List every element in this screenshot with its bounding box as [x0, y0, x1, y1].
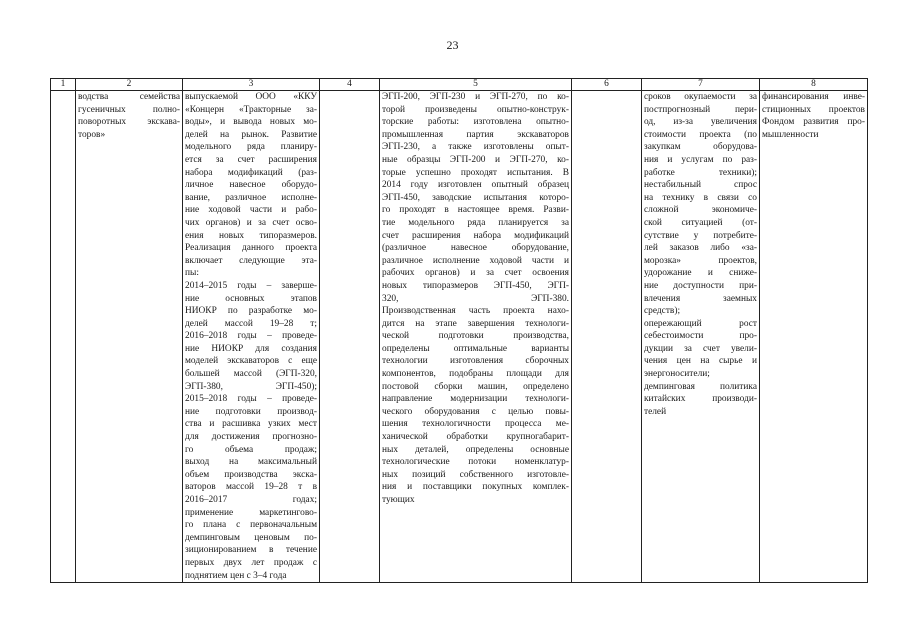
- cell-text-line: 320, ЭГП-380.: [382, 293, 569, 304]
- cell-text-line: включает следующие эта-: [185, 255, 317, 266]
- cell-text-line: рабочих органов) и за счет освоения: [382, 268, 569, 279]
- cell-text-line: зиционированием в течение: [185, 545, 317, 556]
- cell-text-line: на технику в связи со: [644, 192, 757, 203]
- cell-text-line: постпрогнозный пери-: [644, 104, 757, 115]
- cell-text-line: технологические потоки номенклатур-: [382, 457, 569, 468]
- cell-text-line: ЭГП-450, заводские испытания которо-: [382, 192, 569, 203]
- data-table: [50, 78, 868, 583]
- cell-text-line: ние основных этапов: [185, 293, 317, 304]
- cell-text-line: телей: [644, 406, 667, 417]
- cell-col3: [183, 91, 320, 583]
- cell-text-line: водства семейства: [78, 92, 180, 102]
- cell-text-line: китайских производи-: [644, 394, 757, 405]
- cell-text-line: морозка» проектов,: [644, 255, 757, 266]
- cell-text-line: энергоносители;: [644, 369, 710, 380]
- cell-text-line: постовой сборки машин, определено: [382, 381, 569, 392]
- column-header-3: 3: [183, 79, 320, 91]
- cell-text-line: делей на рынок. Развитие: [185, 129, 317, 140]
- cell-text-line: применение маркетингово-: [185, 507, 317, 518]
- cell-text-line: счет расширения набора модификаций: [382, 230, 569, 241]
- cell-text-line: большей массой (ЭГП-320,: [185, 369, 317, 380]
- table-row: [51, 91, 868, 583]
- cell-text-line: средств);: [644, 306, 681, 317]
- cell-text-line: влечения заемных: [644, 293, 757, 304]
- cell-text-line: Реализация данного проекта: [185, 243, 317, 254]
- cell-text-line: од, из-за увеличения: [644, 117, 757, 128]
- cell-text-line: определены оптимальные варианты: [382, 343, 569, 354]
- cell-text-line: ения новых типоразмеров.: [185, 230, 317, 241]
- cell-text-line: сутствие у потребите-: [644, 230, 757, 241]
- cell-col8: [760, 91, 868, 583]
- cell-text-line: ния и поставщики покупных комплек-: [382, 482, 569, 493]
- cell-text-line: «Концерн «Тракторные за-: [185, 104, 317, 115]
- cell-col1: [51, 91, 76, 583]
- cell-text-line: ЭГП-230, а также изготовлены опыт-: [382, 142, 569, 153]
- column-header-7: 7: [642, 79, 760, 91]
- cell-text-line: финансирования инве-: [762, 92, 865, 102]
- cell-text-line: ской ситуацией (от-: [644, 217, 757, 228]
- cell-text-line: ства и расшивка узких мест: [185, 419, 317, 430]
- cell-text-line: выход на максимальный: [185, 457, 317, 468]
- cell-text-line: демпинговым ценовым по-: [185, 532, 317, 543]
- cell-text-line: 2015–2018 годы – проведе-: [185, 394, 317, 405]
- cell-text-line: торые успешно проходят испытания. В: [382, 167, 569, 178]
- cell-text-line: ных позиций собственного изготовле-: [382, 469, 569, 480]
- column-header-2: 2: [76, 79, 183, 91]
- cell-col6: [572, 91, 642, 583]
- cell-text-line: 2016–2017 годах;: [185, 495, 317, 505]
- cell-col4: [320, 91, 380, 583]
- cell-text-line: Фондом развития про-: [762, 117, 865, 128]
- cell-text-line: 2014 году изготовлен опытный образец: [382, 180, 569, 191]
- cell-text-line: ние ходовой части и рабо-: [185, 205, 317, 216]
- cell-text-line: вание, различное исполне-: [185, 192, 317, 203]
- column-header-6: 6: [572, 79, 642, 91]
- cell-text-line: ческой подготовки производства,: [382, 331, 569, 342]
- cell-text-line: объем производства экска-: [185, 469, 317, 480]
- column-header-4: 4: [320, 79, 380, 91]
- cell-text-line: ЭГП-380, ЭГП-450);: [185, 381, 317, 392]
- cell-text-line: ческого оборудования с целью повы-: [382, 406, 569, 417]
- cell-text-line: ханической обработки крупногабарит-: [382, 432, 569, 443]
- cell-col5: [380, 91, 572, 583]
- cell-text-line: нестабильный спрос: [644, 180, 757, 191]
- cell-text-line: ЭГП-200, ЭГП-230 и ЭГП-270, по ко-: [382, 92, 569, 102]
- cell-text-line: ные образцы ЭГП-200 и ЭГП-270, ко-: [382, 154, 569, 165]
- cell-text-line: 2016–2018 годы – проведе-: [185, 331, 317, 342]
- cell-text-line: Производственная часть проекта нахо-: [382, 306, 569, 317]
- cell-text-line: поворотных экскава-: [78, 117, 180, 128]
- cell-text-line: торов»: [78, 129, 106, 140]
- cell-text-line: пы:: [185, 268, 199, 279]
- cell-text-line: первых двух лет продаж с: [185, 557, 317, 568]
- cell-text-line: го объема продаж;: [185, 444, 317, 455]
- cell-text-line: ется за счет расширения: [185, 154, 317, 165]
- cell-text-line: технологии изготовления сборочных: [382, 356, 569, 367]
- cell-text-line: набора модификаций (раз-: [185, 167, 317, 178]
- cell-col7: [642, 91, 760, 583]
- column-header-8: 8: [760, 79, 868, 91]
- cell-text-line: НИОКР по разработке мо-: [185, 306, 317, 317]
- cell-text-line: новых типоразмеров ЭГП-450, ЭГП-: [382, 280, 569, 291]
- cell-text-line: торские работы: изготовлена опытно-: [382, 117, 569, 128]
- cell-text-line: сроков окупаемости за: [644, 92, 757, 102]
- cell-text-line: ваторов массой 19–28 т в: [185, 482, 317, 493]
- cell-text-line: стоимости проекта (по: [644, 129, 757, 140]
- cell-text-line: тие модельного ряда планируется за: [382, 217, 569, 228]
- cell-text-line: 2014–2015 годы – заверше-: [185, 280, 317, 291]
- cell-text-line: личное навесное оборудо-: [185, 180, 317, 191]
- cell-text-line: компонентов, подобраны площади для: [382, 369, 569, 380]
- cell-text-line: ние НИОКР для создания: [185, 343, 317, 354]
- cell-text-line: мышленности: [762, 129, 819, 140]
- cell-text-line: воды», и вывода новых мо-: [185, 117, 317, 128]
- cell-col2: [76, 91, 183, 583]
- cell-text-line: моделей экскаваторов с еще: [185, 356, 317, 367]
- cell-text-line: стиционных проектов: [762, 104, 865, 115]
- cell-text-line: го проходят в настоящее время. Разви-: [382, 205, 569, 216]
- cell-text-line: ния и услугам по раз-: [644, 154, 757, 165]
- cell-text-line: ние доступности при-: [644, 280, 757, 291]
- cell-text-line: тующих: [382, 495, 415, 505]
- cell-text-line: чих органов) и за счет осво-: [185, 217, 317, 228]
- cell-text-line: поднятием цен с 3–4 года: [185, 570, 287, 581]
- cell-text-line: опережающий рост: [644, 318, 757, 329]
- cell-text-line: (различное навесное оборудование,: [382, 243, 569, 254]
- cell-text-line: удорожание и сниже-: [644, 268, 757, 279]
- cell-text-line: шения технологичности процесса ме-: [382, 419, 569, 430]
- column-header-1: 1: [51, 79, 76, 91]
- cell-text-line: демпинговая политика: [644, 381, 757, 392]
- header-row: [51, 79, 868, 91]
- cell-text-line: гусеничных полно-: [78, 104, 180, 115]
- cell-text-line: выпускаемой ООО «ККУ: [185, 92, 317, 102]
- cell-text-line: для достижения прогнозно-: [185, 432, 317, 443]
- cell-text-line: делей массой 19–28 т;: [185, 318, 317, 329]
- cell-text-line: лей заказов либо «за-: [644, 243, 757, 254]
- column-header-5: 5: [380, 79, 572, 91]
- cell-text-line: направление модернизации технологи-: [382, 394, 569, 405]
- cell-text-line: работке техники);: [644, 167, 757, 178]
- cell-text-line: различное исполнение ходовой части и: [382, 255, 569, 266]
- cell-text-line: закупкам оборудова-: [644, 142, 757, 153]
- cell-text-line: модельного ряда планиру-: [185, 142, 317, 153]
- cell-text-line: чения цен на сырье и: [644, 356, 757, 367]
- page-number: 23: [446, 38, 459, 52]
- cell-text-line: сложной экономиче-: [644, 205, 757, 216]
- cell-text-line: ных деталей, определены основные: [382, 444, 569, 455]
- cell-text-line: дится на этапе завершения технологи-: [382, 318, 569, 329]
- cell-text-line: го плана с первоначальным: [185, 520, 317, 531]
- cell-text-line: ние подготовки производ-: [185, 406, 317, 417]
- cell-text-line: дукции за счет увели-: [644, 343, 757, 354]
- cell-text-line: торой произведены опытно-конструк-: [382, 104, 569, 115]
- cell-text-line: себестоимости про-: [644, 331, 757, 342]
- cell-text-line: промышленная партия экскаваторов: [382, 129, 569, 140]
